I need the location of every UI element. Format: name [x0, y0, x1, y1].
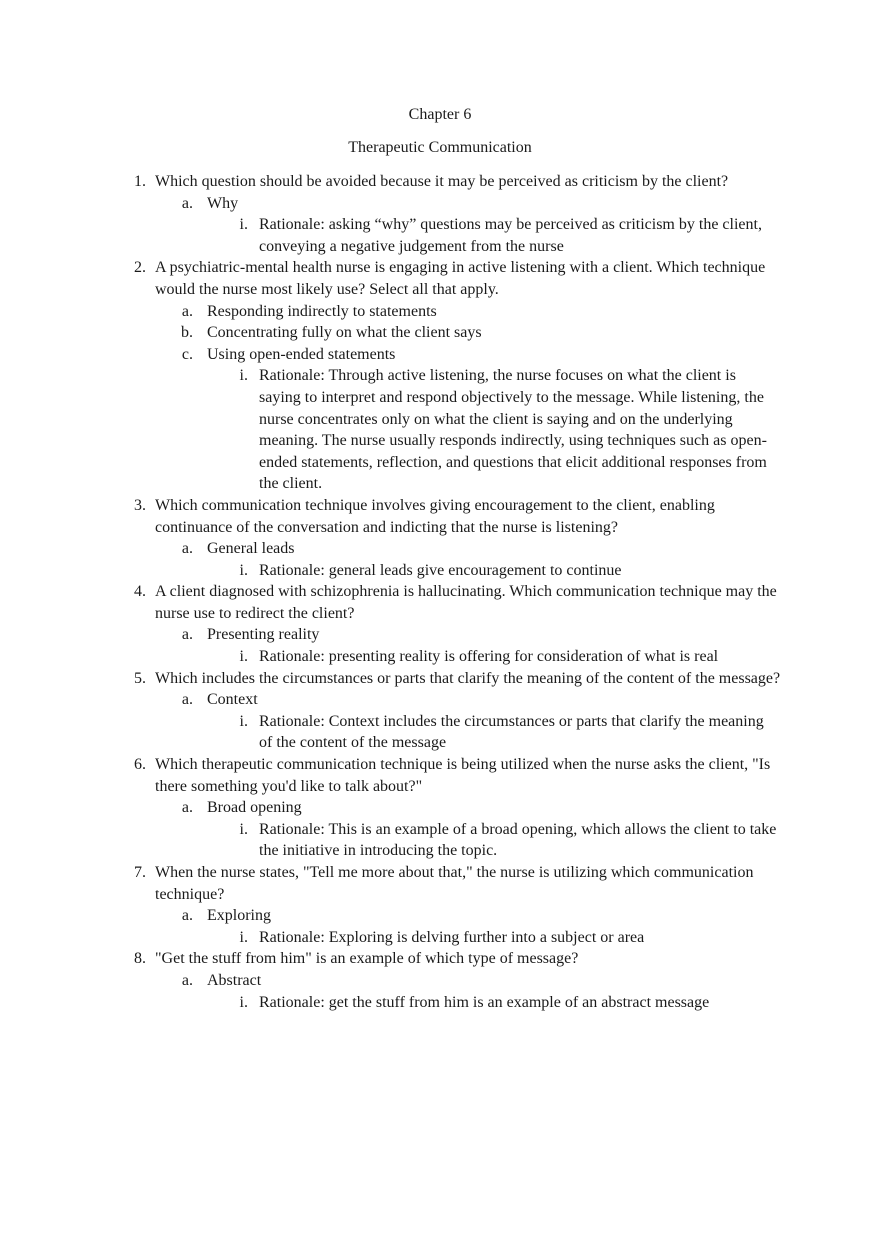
- question-item-marker: 6.: [134, 756, 146, 774]
- rationale-item-text: Rationale: get the stuff from him is an example of an abstract message: [259, 993, 710, 1011]
- question-item-text: A client diagnosed with schizophrenia is hallucinating. Which communication technique may the nurse use to redirect the client?: [155, 583, 777, 622]
- answer-item-text: General leads: [207, 540, 295, 558]
- rationale-item-text: Rationale: asking “why” questions may be perceived as criticism by the client, conveying a negative judgement from the nurse: [259, 216, 762, 255]
- answer-item: [0, 624, 880, 646]
- answer-item-marker: b.: [181, 324, 193, 342]
- question-item-marker: 4.: [134, 583, 146, 601]
- answer-item: [0, 301, 880, 323]
- answer-item-text: Broad opening: [207, 799, 302, 817]
- question-item-marker: 5.: [134, 669, 146, 687]
- answer-item-marker: a.: [181, 540, 193, 558]
- answer-item-text: Context: [207, 691, 258, 709]
- question-item-text: Which therapeutic communication technique is being utilized when the nurse asks the client, "Is there something you'd like to talk about?": [155, 756, 771, 795]
- rationale-item-text: Rationale: This is an example of a broad opening, which allows the client to take the initiative in introducing the topic.: [259, 820, 777, 860]
- question-item: [0, 948, 880, 970]
- question-item-text: When the nurse states, "Tell me more about that," the nurse is utilizing which communication technique?: [155, 864, 754, 903]
- question-item-marker: 1.: [134, 173, 146, 190]
- rationale-item: [0, 365, 880, 495]
- answer-item-text: Why: [207, 194, 239, 212]
- question-item: [0, 171, 880, 193]
- rationale-item-text: Rationale: general leads give encouragement to continue: [259, 561, 622, 579]
- answer-item-marker: a.: [181, 971, 193, 989]
- rationale-item-marker: i.: [239, 216, 248, 234]
- rationale-item-marker: i.: [239, 561, 248, 579]
- answer-item-text: Responding indirectly to statements: [207, 302, 437, 320]
- answer-item-text: Using open-ended statements: [207, 345, 396, 363]
- answer-item-marker: a.: [181, 194, 193, 212]
- chapter-heading: Chapter 6: [408, 106, 472, 123]
- answer-item: [0, 905, 880, 927]
- question-item-text: A psychiatric-mental health nurse is engaging in active listening with a client. Which technique would the nurse most likely use? Select all that apply.: [155, 259, 766, 298]
- answer-item: [0, 322, 880, 344]
- question-item-marker: 7.: [134, 864, 146, 881]
- rationale-item-text: Rationale: presenting reality is offering for consideration of what is real: [259, 648, 719, 666]
- answer-item-text: Exploring: [207, 907, 271, 925]
- rationale-item-marker: i.: [239, 820, 248, 838]
- answer-item-text: Abstract: [207, 971, 262, 989]
- rationale-item: [0, 992, 880, 1014]
- answer-item-text: Presenting reality: [207, 626, 320, 644]
- answer-item-marker: a.: [181, 691, 193, 709]
- answer-item: [0, 970, 880, 992]
- answer-item-marker: a.: [181, 626, 193, 644]
- question-item: [0, 668, 880, 690]
- question-item-marker: 3.: [134, 496, 146, 514]
- question-item: [0, 495, 880, 538]
- answer-item: [0, 344, 880, 366]
- rationale-item-marker: i.: [239, 928, 248, 946]
- answer-item-marker: a.: [181, 799, 193, 817]
- answer-item-text: Concentrating fully on what the client says: [207, 324, 482, 342]
- answer-item-marker: c.: [181, 345, 193, 363]
- answer-item: [0, 193, 880, 215]
- rationale-item-text: Rationale: Exploring is delving further into a subject or area: [259, 928, 645, 946]
- page-title: Therapeutic Communication: [348, 139, 532, 156]
- question-item-text: "Get the stuff from him" is an example of which type of message?: [155, 950, 579, 968]
- question-item-marker: 2.: [134, 259, 146, 277]
- question-item: [0, 862, 880, 905]
- rationale-item-marker: i.: [239, 648, 248, 666]
- answer-item-marker: a.: [181, 907, 193, 925]
- rationale-item-marker: i.: [239, 993, 248, 1011]
- answer-item: [0, 689, 880, 711]
- answer-item: [0, 797, 880, 819]
- question-item-marker: 8.: [134, 950, 146, 968]
- rationale-item: [0, 819, 880, 862]
- question-list: [0, 171, 880, 1013]
- rationale-item-marker: i.: [239, 712, 248, 730]
- question-item-text: Which communication technique involves giving encouragement to the client, enabling continuance of the conversation and indicting that the nurse is listening?: [155, 496, 715, 536]
- question-item-text: Which includes the circumstances or parts that clarify the meaning of the content of the message?: [155, 669, 781, 687]
- question-item-text: Which question should be avoided because it may be perceived as criticism by the client?: [155, 173, 729, 190]
- question-item: [0, 754, 880, 797]
- rationale-item: [0, 711, 880, 754]
- answer-item: [0, 538, 880, 560]
- answer-item-marker: a.: [181, 302, 193, 320]
- rationale-item-marker: i.: [239, 367, 248, 385]
- question-item: [0, 257, 880, 300]
- rationale-item: [0, 214, 880, 257]
- rationale-item: [0, 646, 880, 668]
- rationale-item-text: Rationale: Through active listening, the nurse focuses on what the client is saying to interpret and respond objectively to the message. While listening, the nurse concentrates only on what the client is saying and on the underlying meaning. The nurse usually responds indirectly, using techniques such as open-ended statements, reflection, and questions that elicit additional responses from the client.: [259, 367, 767, 493]
- rationale-item: [0, 560, 880, 582]
- rationale-item-text: Rationale: Context includes the circumstances or parts that clarify the meaning of the content of the message: [259, 712, 764, 752]
- question-item: [0, 581, 880, 624]
- rationale-item: [0, 927, 880, 949]
